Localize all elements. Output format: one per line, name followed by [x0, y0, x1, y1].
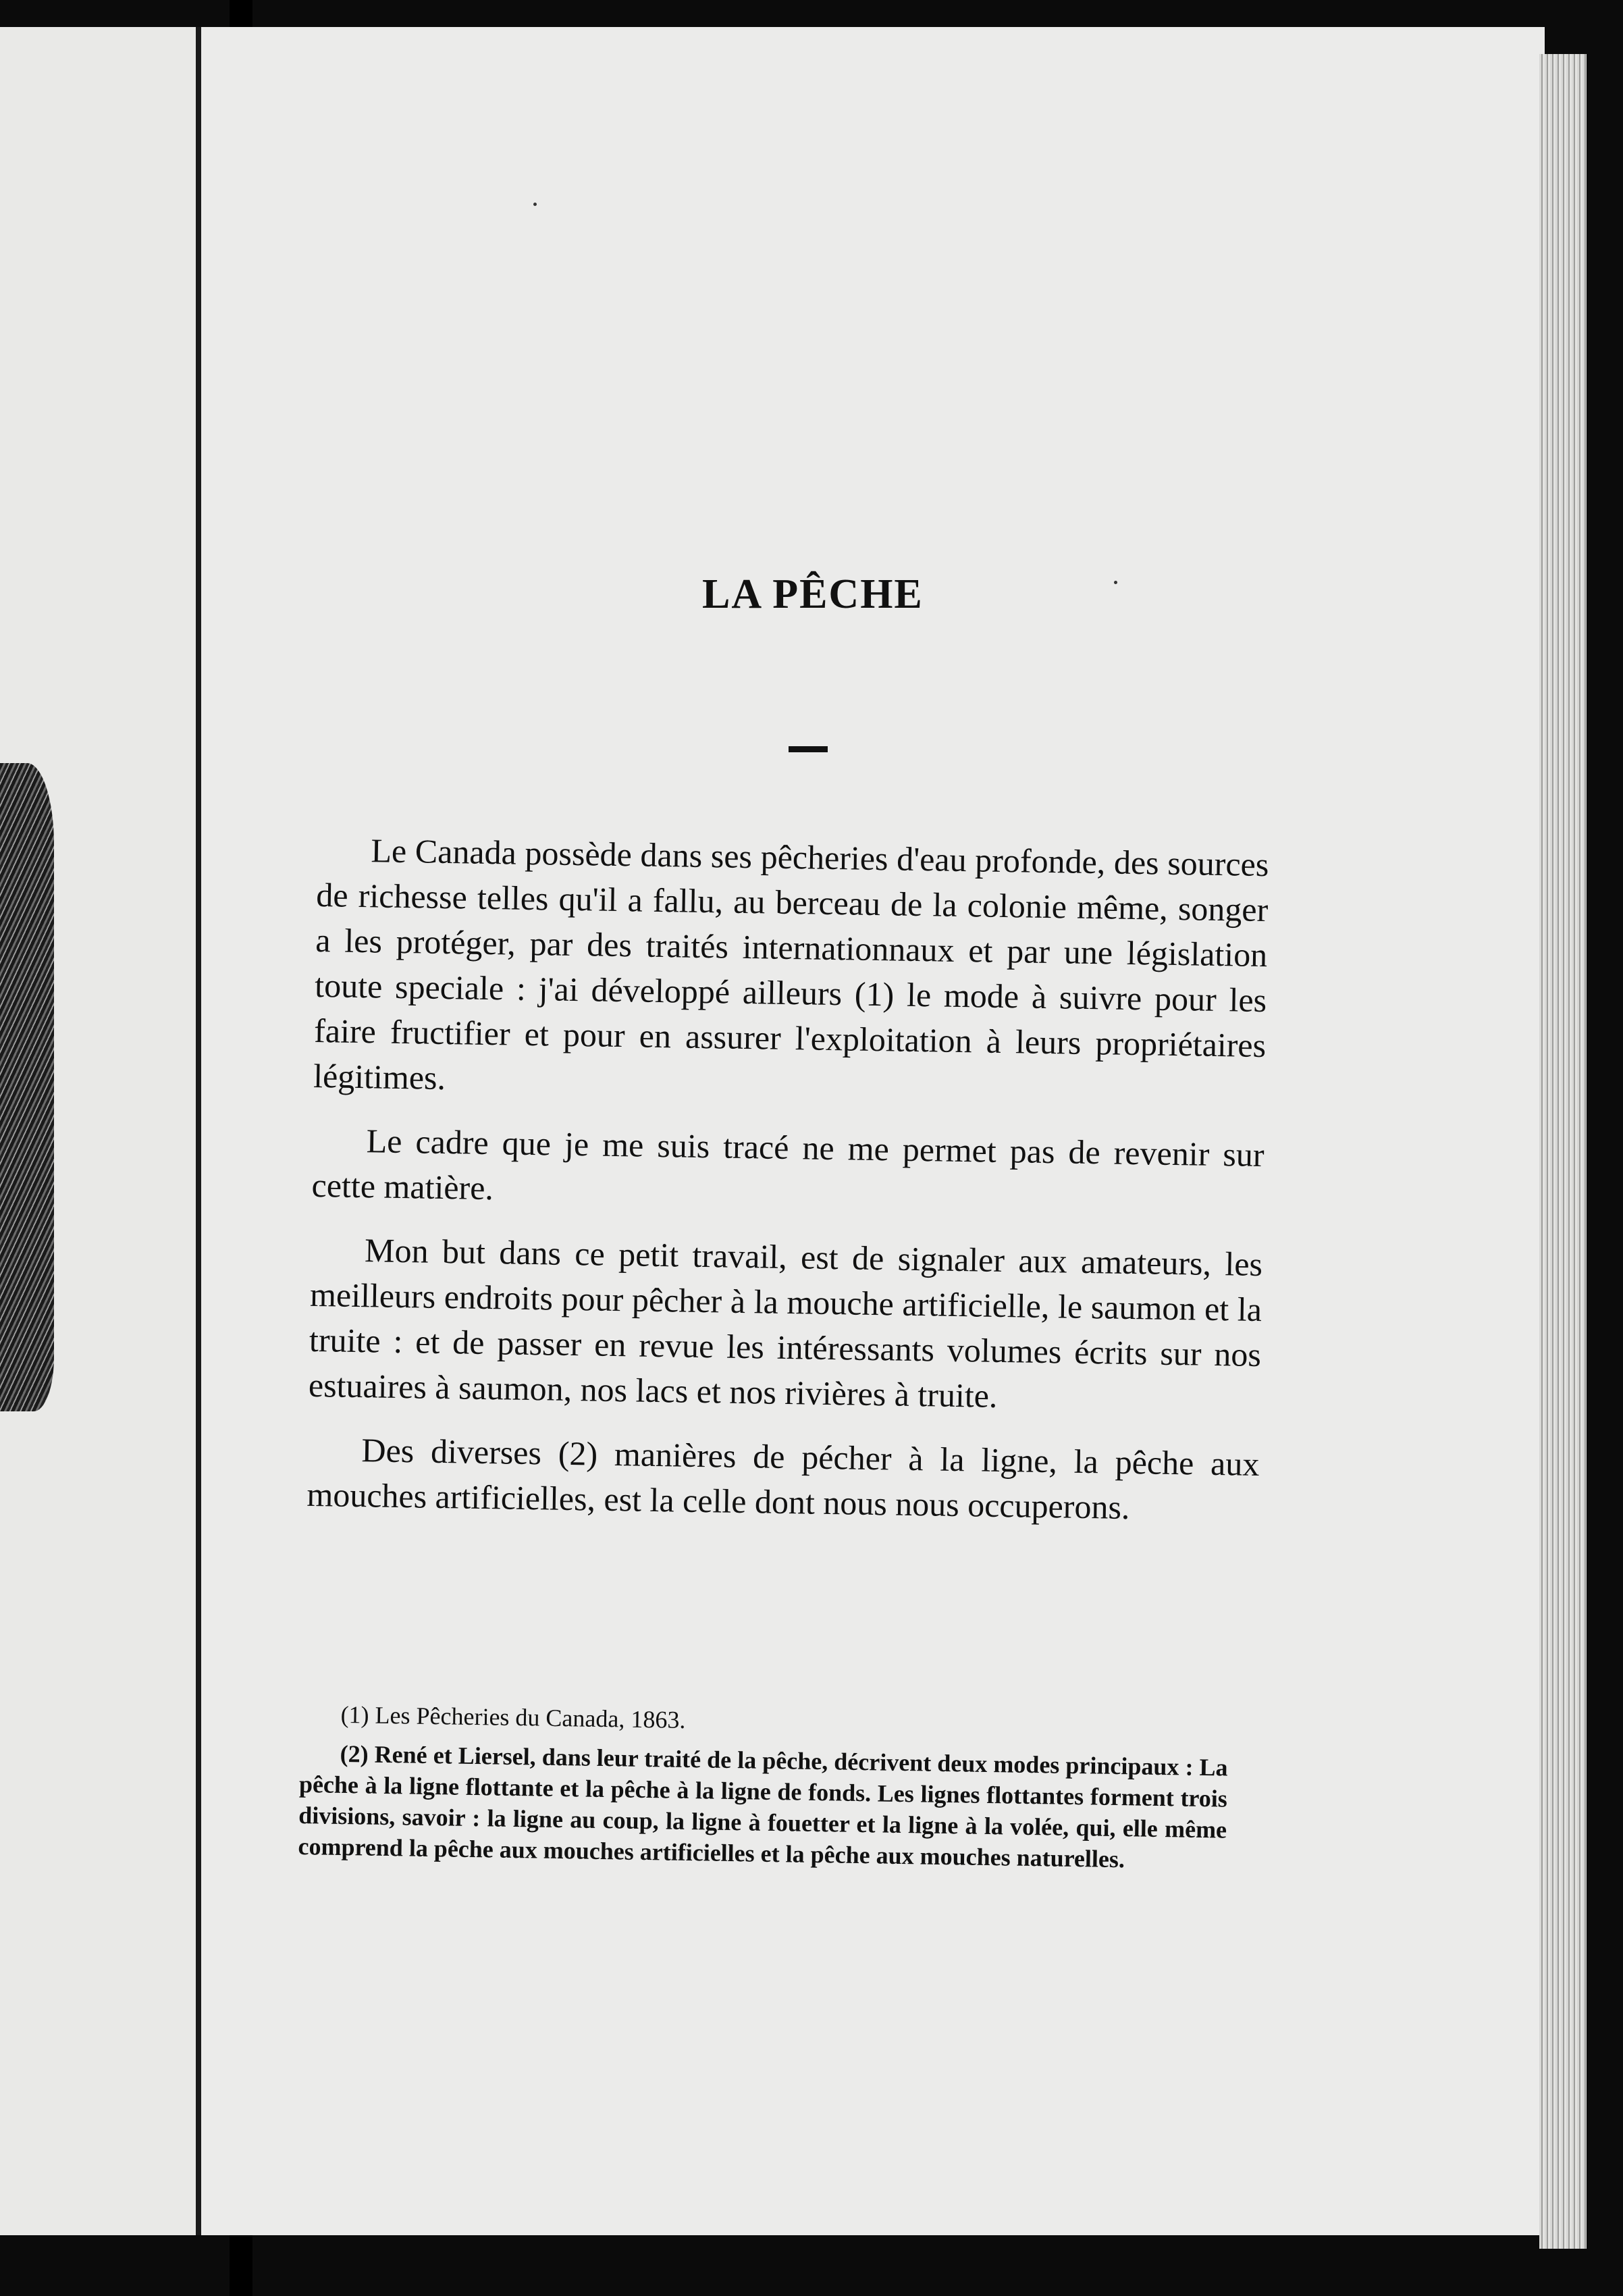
ink-speck — [533, 203, 537, 206]
ink-speck — [1114, 581, 1117, 584]
engraving-illustration — [0, 763, 54, 1411]
footnote: (1) Les Pêcheries du Canada, 1863. — [340, 1700, 686, 1733]
body-text — [307, 827, 1269, 1551]
page-title: LA PÊCHE — [702, 571, 924, 617]
footnote: (2) René et Liersel, dans leur traité de la pêche, décrivent deux modes principaux : La pêche à la ligne flottante et la pêche à la ligne de fonds. Les lignes flottantes forment trois divisions, savoir : la ligne au coup, la ligne à fouetter et la ligne à la volée, qui, elle même comprend la pêche aux mouches artificielles et la pêche aux mouches naturelles. — [298, 1740, 1228, 1873]
paragraph: Des diverses (2) manières de pécher à la ligne, la pêche aux mouches artificielles, est la celle dont nous nous occuperons. — [307, 1431, 1260, 1527]
facing-page — [0, 27, 230, 2235]
paragraph: Le Canada possède dans ses pêcheries d'eau profonde, des sources de richesse telles qu'il a fallu, au berceau de la colonie même, songer a les protéger, par des traités internationnaux et par une législation toute speciale : j'ai développé ailleurs (1) le mode à suivre pour les faire fructifier et pour en assurer l'exploitation à leurs propriétaires légitimes. — [313, 831, 1269, 1097]
page-edges — [1539, 54, 1587, 2249]
paragraph: Mon but dans ce petit travail, est de signaler aux amateurs, les meilleurs endroits pour pêcher à la mouche artificielle, le saumon et la truite : et de passer en revue les intéressants volumes écrits sur nos estuaires à saumon, nos lacs et nos rivières à truite. — [308, 1231, 1263, 1415]
footnotes — [298, 1698, 1229, 1885]
title-rule — [789, 746, 828, 752]
paragraph: Le cadre que je me suis tracé ne me permet pas de revenir sur cette matière. — [311, 1122, 1265, 1207]
